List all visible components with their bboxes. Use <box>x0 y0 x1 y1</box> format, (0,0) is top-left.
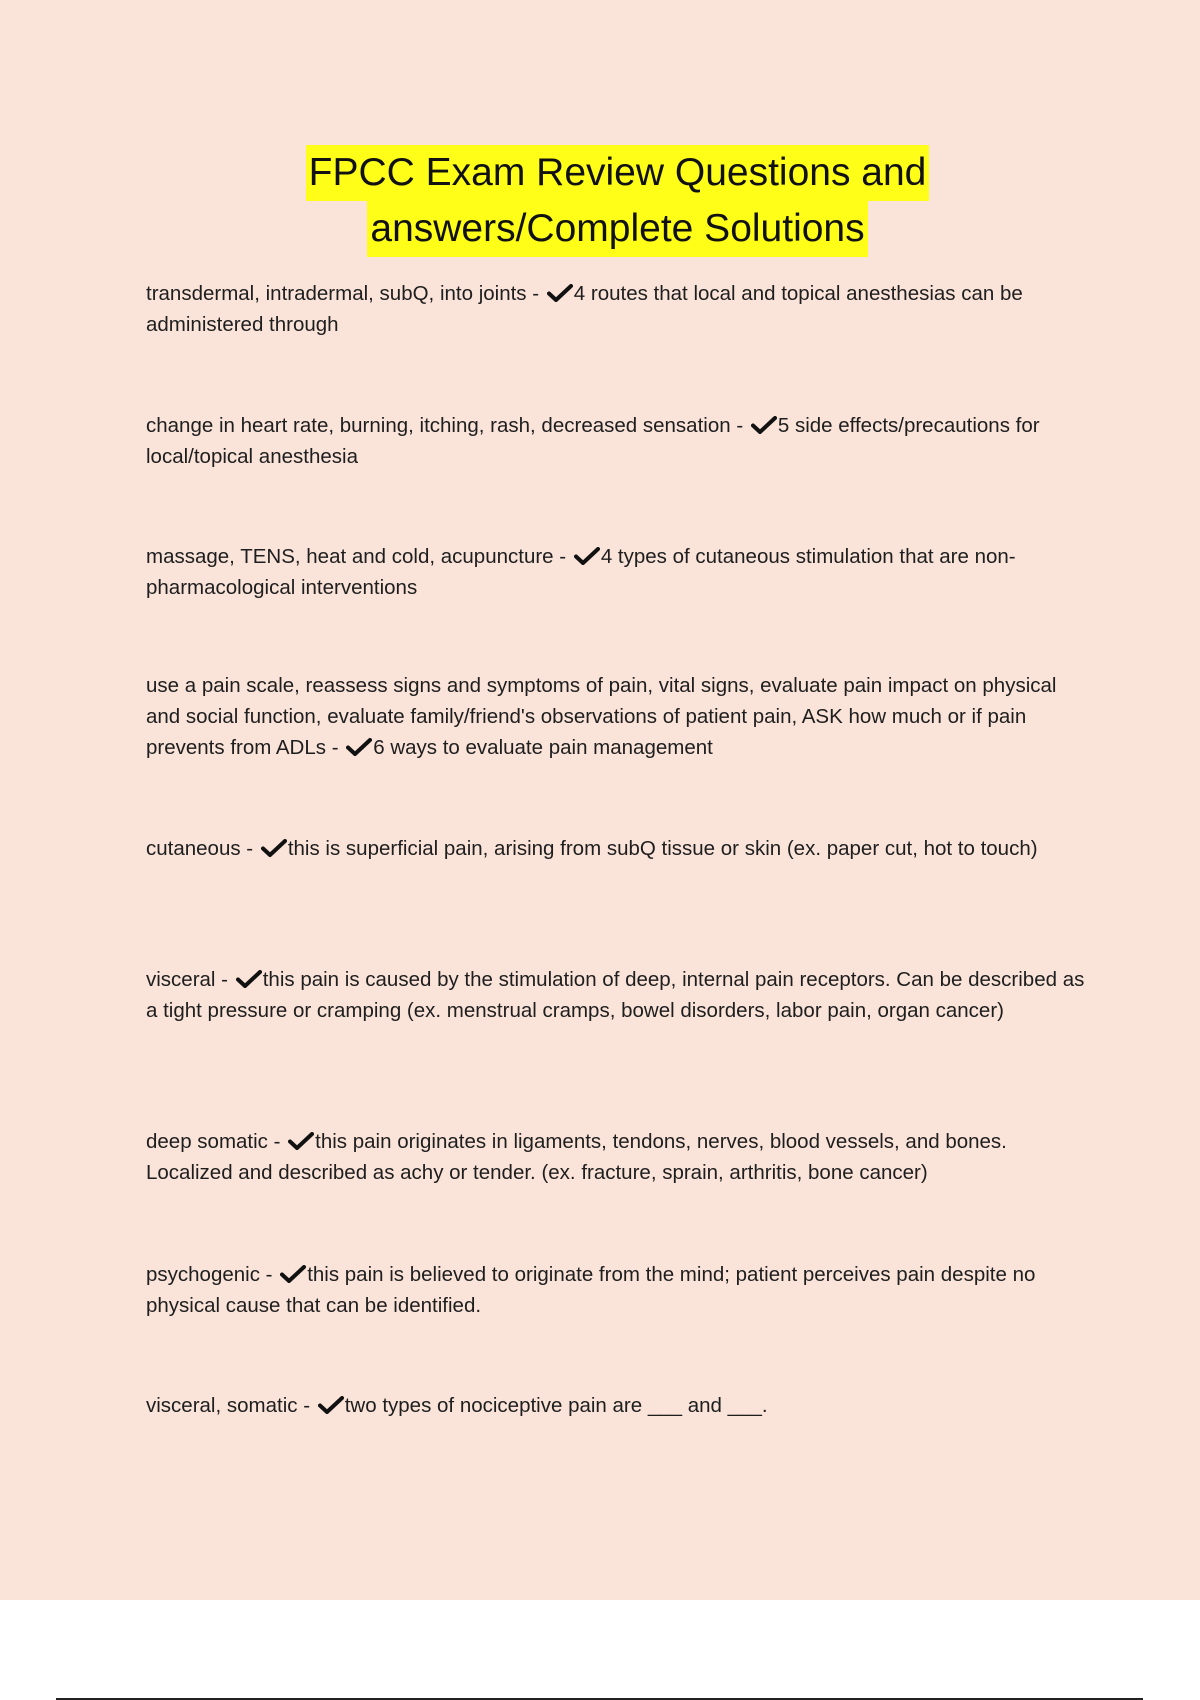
check-mark-icon <box>547 284 573 302</box>
qa-term: massage, TENS, heat and cold, acupuncture - <box>146 545 572 568</box>
qa-term: cutaneous - <box>146 837 259 860</box>
qa-entry <box>146 833 1096 864</box>
qa-definition: this pain is believed to originate from the mind; patient perceives pain despite no physical cause that can be identified. <box>146 1263 1036 1317</box>
qa-entry <box>146 670 1096 763</box>
qa-entry <box>146 1126 1096 1188</box>
qa-term: use a pain scale, reassess signs and symptoms of pain, vital signs, evaluate pain impact on physical and social function, evaluate family/friend's observations of patient pain, ASK how much or if pain prevents from ADLs - <box>146 674 1057 759</box>
title-line-2: answers/Complete Solutions <box>367 201 867 257</box>
qa-entry <box>146 1259 1096 1321</box>
qa-term: visceral - <box>146 968 234 991</box>
qa-entry <box>146 1390 1096 1421</box>
qa-definition: 5 side effects/precautions for local/topical anesthesia <box>146 414 1040 468</box>
check-mark-icon <box>318 1396 344 1414</box>
qa-entry <box>146 964 1096 1026</box>
check-mark-icon <box>261 839 287 857</box>
document-title <box>0 145 1200 257</box>
check-mark-icon <box>346 738 372 756</box>
qa-definition: 6 ways to evaluate pain management <box>373 736 713 759</box>
qa-term: transdermal, intradermal, subQ, into joints - <box>146 282 545 305</box>
check-mark-icon <box>236 970 262 988</box>
check-mark-icon <box>751 416 777 434</box>
check-mark-icon <box>288 1132 314 1150</box>
qa-definition: this pain originates in ligaments, tendons, nerves, blood vessels, and bones. Localized and described as achy or tender. (ex. fracture, sprain, arthritis, bone cancer) <box>146 1130 1007 1184</box>
title-line-1: FPCC Exam Review Questions and <box>306 145 930 201</box>
qa-definition: two types of nociceptive pain are ___ and ___. <box>344 1394 768 1417</box>
qa-entry <box>146 410 1096 472</box>
qa-definition: 4 routes that local and topical anesthesias can be administered through <box>146 282 1023 336</box>
qa-term: psychogenic - <box>146 1263 279 1286</box>
qa-term: change in heart rate, burning, itching, rash, decreased sensation - <box>146 414 749 437</box>
qa-entry <box>146 278 1096 340</box>
check-mark-icon <box>574 547 600 565</box>
qa-term: visceral, somatic - <box>146 1394 316 1417</box>
qa-definition: this pain is caused by the stimulation of deep, internal pain receptors. Can be described as a tight pressure or cramping (ex. menstrual cramps, bowel disorders, labor pain, organ cancer) <box>146 968 1085 1022</box>
qa-term: deep somatic - <box>146 1130 287 1153</box>
qa-entry <box>146 541 1096 603</box>
qa-definition: this is superficial pain, arising from subQ tissue or skin (ex. paper cut, hot to touch) <box>287 837 1038 860</box>
check-mark-icon <box>280 1265 306 1283</box>
qa-definition: 4 types of cutaneous stimulation that are non-pharmacological interventions <box>146 545 1016 599</box>
